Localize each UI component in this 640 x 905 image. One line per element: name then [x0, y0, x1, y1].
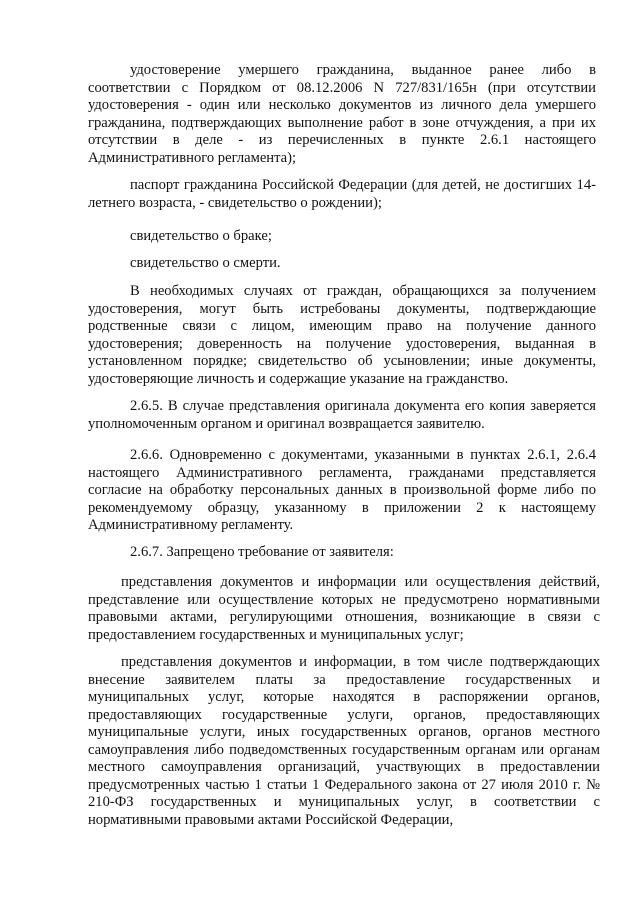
paragraph-prohibition-2: представления документов и информации, в том числе подтверждающих внесение заявителем платы за предоставление государственных и муниципальных услуг, которые находятся в распоряжении органов, предоставляющих государственные услуги, органов, предоставляющих муниципальные услуги, иных государственных органов, органов местного самоуправления либо подведомственных государственным органам или органам местного самоуправления организаций, участвующих в предоставлении предусмотренных частью 1 статьи 1 Федерального закона от 27 июля 2010 г. № 210-ФЗ государственных и муниципальных услуг, в соответствии с нормативными правовыми актами Российской Федерации,	[88, 654, 600, 828]
paragraph-2-6-7: 2.6.7. Запрещено требование от заявителя:	[130, 544, 394, 560]
paragraph-additional-documents: В необходимых случаях от граждан, обращающихся за получением удостоверения, могут быть истребованы документы, подтверждающие родственные связи с лицом, имеющим право на получение данного удостоверения; доверенность на получение удостоверения, выданная в установленном порядке; свидетельство об усыновлении; иные документы, удостоверяющие личность и содержащие указание на гражданство.	[88, 283, 596, 387]
paragraph-deceased-certificate: удостоверение умершего гражданина, выданное ранее либо в соответствии с Порядком от 08.12.2006 N 727/831/165н (при отсутствии удостоверения - один или несколько документов из личного дела умершего гражданина, подтверждающих выполнение работ в зоне отчуждения, а при их отсутствии в деле - из перечисленных в пункте 2.6.1 настоящего Административного регламента);	[88, 62, 596, 166]
paragraph-marriage-certificate: свидетельство о браке;	[130, 228, 272, 244]
paragraph-death-certificate: свидетельство о смерти.	[130, 255, 281, 271]
paragraph-2-6-6: 2.6.6. Одновременно с документами, указанными в пунктах 2.6.1, 2.6.4 настоящего Административного регламента, гражданами представляется согласие на обработку персональных данных в произвольной форме либо по рекомендуемому образцу, указанному в приложении 2 к настоящему Административному регламенту.	[88, 447, 596, 533]
paragraph-passport: паспорт гражданина Российской Федерации (для детей, не достигших 14-летнего возраста, - свидетельство о рождении);	[88, 177, 596, 211]
paragraph-2-6-5: 2.6.5. В случае представления оригинала документа его копия заверяется уполномоченным органом и оригинал возвращается заявителю.	[88, 398, 596, 432]
paragraph-prohibition-1: представления документов и информации или осуществления действий, представление или осуществление которых не предусмотрено нормативными правовыми актами, регулирующими отношения, возникающие в связи с предоставлением государственных и муниципальных услуг;	[88, 574, 600, 643]
